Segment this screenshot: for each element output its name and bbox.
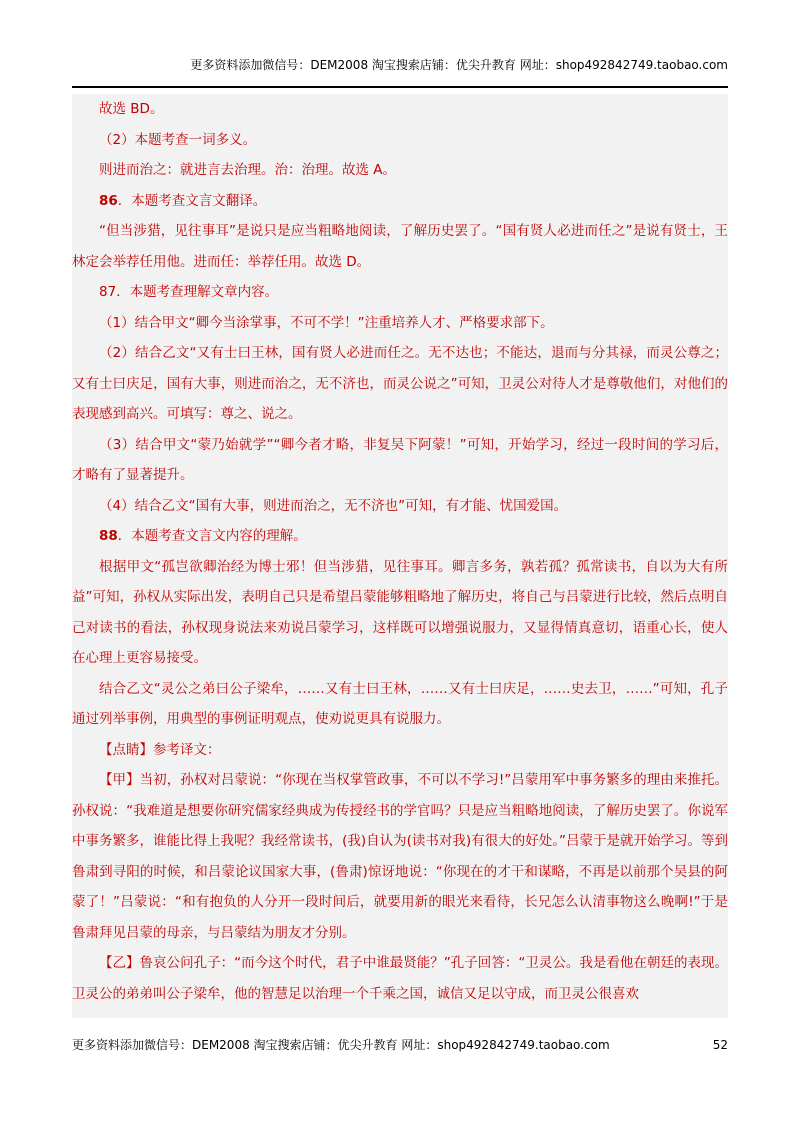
paragraph: 【乙】鲁哀公问孔子：“而今这个时代，君子中谁最贤能？”孔子回答：“卫灵公。我是看他在朝廷的表现。卫灵公的弟弟叫公子梁牟，他的智慧足以治理一个千乘之国，诚信又足以守成，而卫灵公很喜欢: [72, 955, 728, 1002]
paragraph: （1）结合甲文“卿今当涂掌事，不可不学！”注重培养人才、严格要求部下。: [99, 314, 554, 331]
page-number: 52: [712, 1038, 728, 1052]
footer-text: 更多资料添加微信号：DEM2008 淘宝搜索店铺：优尖升教育 网址：shop492842749.taobao.com: [72, 1038, 610, 1052]
header-divider: [72, 86, 728, 88]
paragraph: 根据甲文“孤岂欲卿治经为博士邪！但当涉猎，见往事耳。卿言多务，孰若孤？孤常读书，自以为大有所益”可知，孙权从实际出发，表明自己只是希望吕蒙能够粗略地了解历史，将自己与吕蒙进行比较，然后点明自己对读书的看法，孙权现身说法来劝说吕蒙学习，这样既可以增强说服力，又显得情真意切，语重心长，使人在心理上更容易接受。: [72, 558, 728, 666]
page-footer: [72, 1036, 610, 1054]
paragraph: 故选 BD。: [99, 101, 164, 117]
question-86-heading: [72, 186, 728, 217]
paragraph: （2）本题考查一词多义。: [99, 131, 257, 148]
paragraph: （4）结合乙文“国有大事，则进而治之，无不济也”可知，有才能、忧国爱国。: [99, 497, 568, 514]
question-title: ．本题考查文言文翻译。: [117, 192, 267, 209]
answer-content: [72, 94, 728, 1018]
paragraph: “但当涉猎，见往事耳”是说只是应当粗略地阅读，了解历史罢了。“国有贤人必进而任之”是说有贤士，王林定会举荐任用他。进而任：举荐任用。故选 D。: [72, 223, 728, 270]
paragraph: 结合乙文“灵公之弟曰公子梁牟，……又有士曰王林，……又有士曰庆足，……史去卫，……”可知，孔子通过列举事例，用典型的事例证明观点，使劝说更具有说服力。: [72, 680, 728, 727]
question-88-heading: [72, 521, 728, 552]
question-number: 88: [99, 528, 118, 544]
question-number: 86: [99, 192, 118, 209]
question-title: ．本题考查理解文章内容。: [116, 284, 279, 300]
paragraph: 【甲】当初，孙权对吕蒙说：“你现在当权掌管政事，不可以不学习!”吕蒙用军中事务繁多的理由来推托。孙权说：“我难道是想要你研究儒家经典成为传授经书的学官吗？只是应当粗略地阅读，了解历史罢了。你说军中事务繁多，谁能比得上我呢？我经常读书，(我)自认为(读书对我)有很大的好处。”吕蒙于是就开始学习。等到鲁肃到寻阳的时候，和吕蒙论议国家大事，(鲁肃)惊讶地说：“你现在的才干和谋略，不再是以前那个吴县的阿蒙了！”吕蒙说：“和有抱负的人分开一段时间后，就要用新的眼光来看待，长兄怎么认清事物这么晚啊!”于是鲁肃拜见吕蒙的母亲，与吕蒙结为朋友才分别。: [72, 772, 728, 941]
question-87-heading: [72, 277, 728, 308]
paragraph: 【点睛】参考译文：: [99, 741, 221, 758]
paragraph: 则进而治之：就进言去治理。治：治理。故选 A。: [99, 162, 397, 178]
question-title: ．本题考查文言文内容的理解。: [117, 528, 307, 544]
header-text: 更多资料添加微信号：DEM2008 淘宝搜索店铺：优尖升教育 网址：shop492842749.taobao.com: [190, 58, 728, 72]
question-number: 87: [99, 284, 117, 300]
paragraph: （2）结合乙文“又有士曰王林，国有贤人必进而任之。无不达也；不能达，退而与分其禄，而灵公尊之；又有士曰庆足，国有大事，则进而治之，无不济也，而灵公说之”可知，卫灵公对待人才是尊敬他们，对他们的表现感到高兴。可填写：尊之、说之。: [72, 345, 728, 422]
page-header: [72, 56, 728, 74]
paragraph: （3）结合甲文“蒙乃始就学”“卿今者才略，非复吴下阿蒙！”可知，开始学习，经过一段时间的学习后，才略有了显著提升。: [72, 436, 728, 483]
